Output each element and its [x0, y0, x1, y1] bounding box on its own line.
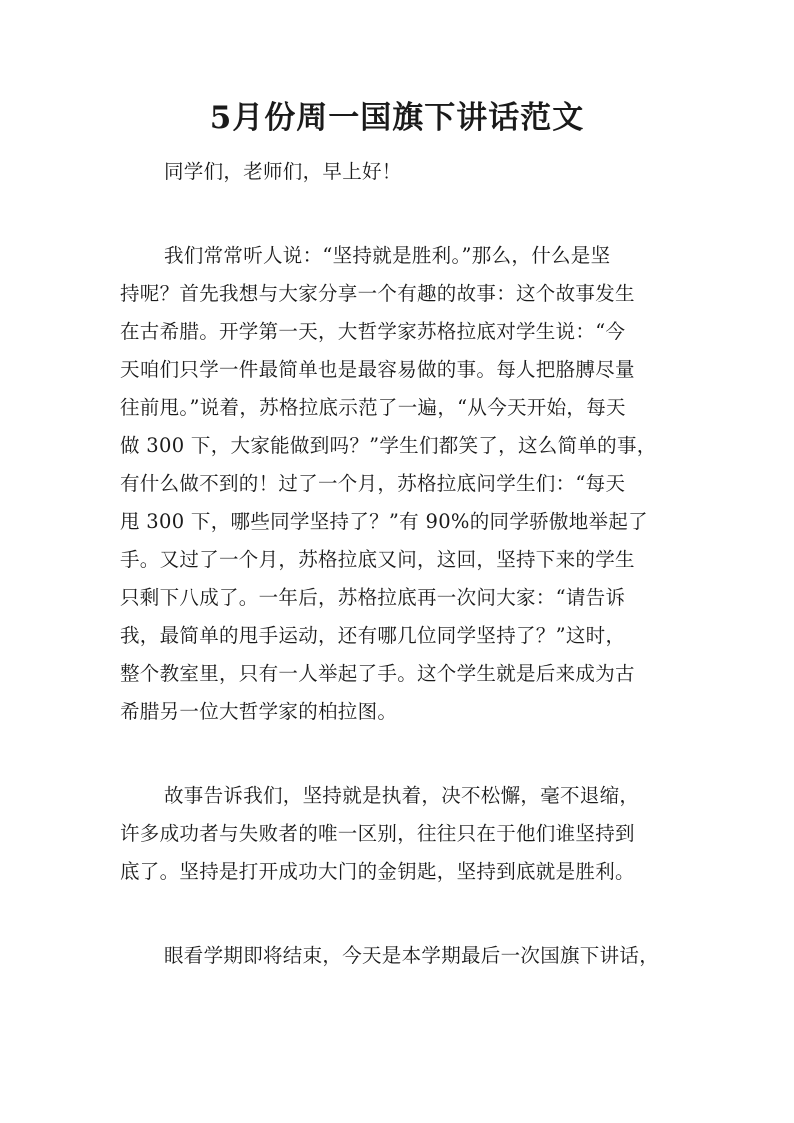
paragraph-2-line: 故事告诉我们，坚持就是执着，决不松懈，毫不退缩，: [164, 784, 640, 807]
paragraph-1-line: 天咱们只学一件最简单也是最容易做的事。每人把胳膊尽量: [120, 358, 635, 381]
paragraph-1-line: 整个教室里，只有一人举起了手。这个学生就是后来成为古: [120, 662, 635, 685]
paragraph-1-line: 希腊另一位大哲学家的柏拉图。: [120, 700, 398, 723]
paragraph-1-line: 手。又过了一个月，苏格拉底又问，这回，坚持下来的学生: [120, 548, 635, 571]
paragraph-1-line: 往前甩。”说着，苏格拉底示范了一遍，“从今天开始，每天: [120, 396, 626, 419]
paragraph-1-line: 有什么做不到的！过了一个月，苏格拉底问学生们：“每天: [120, 472, 626, 495]
paragraph-1-line: 持呢？首先我想与大家分享一个有趣的故事：这个故事发生: [120, 282, 635, 305]
paragraph-1-line: 做 300 下，大家能做到吗？”学生们都笑了，这么简单的事，: [120, 434, 657, 457]
paragraph-3-line: 眼看学期即将结束，今天是本学期最后一次国旗下讲话，: [164, 944, 660, 967]
paragraph-2-line: 底了。坚持是打开成功大门的金钥匙，坚持到底就是胜利。: [120, 860, 635, 883]
greeting-line: 同学们，老师们，早上好！: [164, 160, 402, 183]
paragraph-1-line: 我，最简单的甩手运动，还有哪几位同学坚持了？”这时，: [120, 624, 626, 647]
page-title: 5月份周一国旗下讲话范文: [209, 100, 585, 136]
paragraph-1-line: 只剩下八成了。一年后，苏格拉底再一次问大家：“请告诉: [120, 586, 626, 609]
paragraph-1-line: 在古希腊。开学第一天，大哲学家苏格拉底对学生说：“今: [120, 320, 626, 343]
paragraph-2-line: 许多成功者与失败者的唯一区别，往往只在于他们谁坚持到: [120, 822, 635, 845]
paragraph-1-line: 我们常常听人说：“坚持就是胜利。”那么，什么是坚: [164, 244, 611, 267]
paragraph-1-line: 甩 300 下，哪些同学坚持了？”有 90%的同学骄傲地举起了: [120, 510, 648, 533]
